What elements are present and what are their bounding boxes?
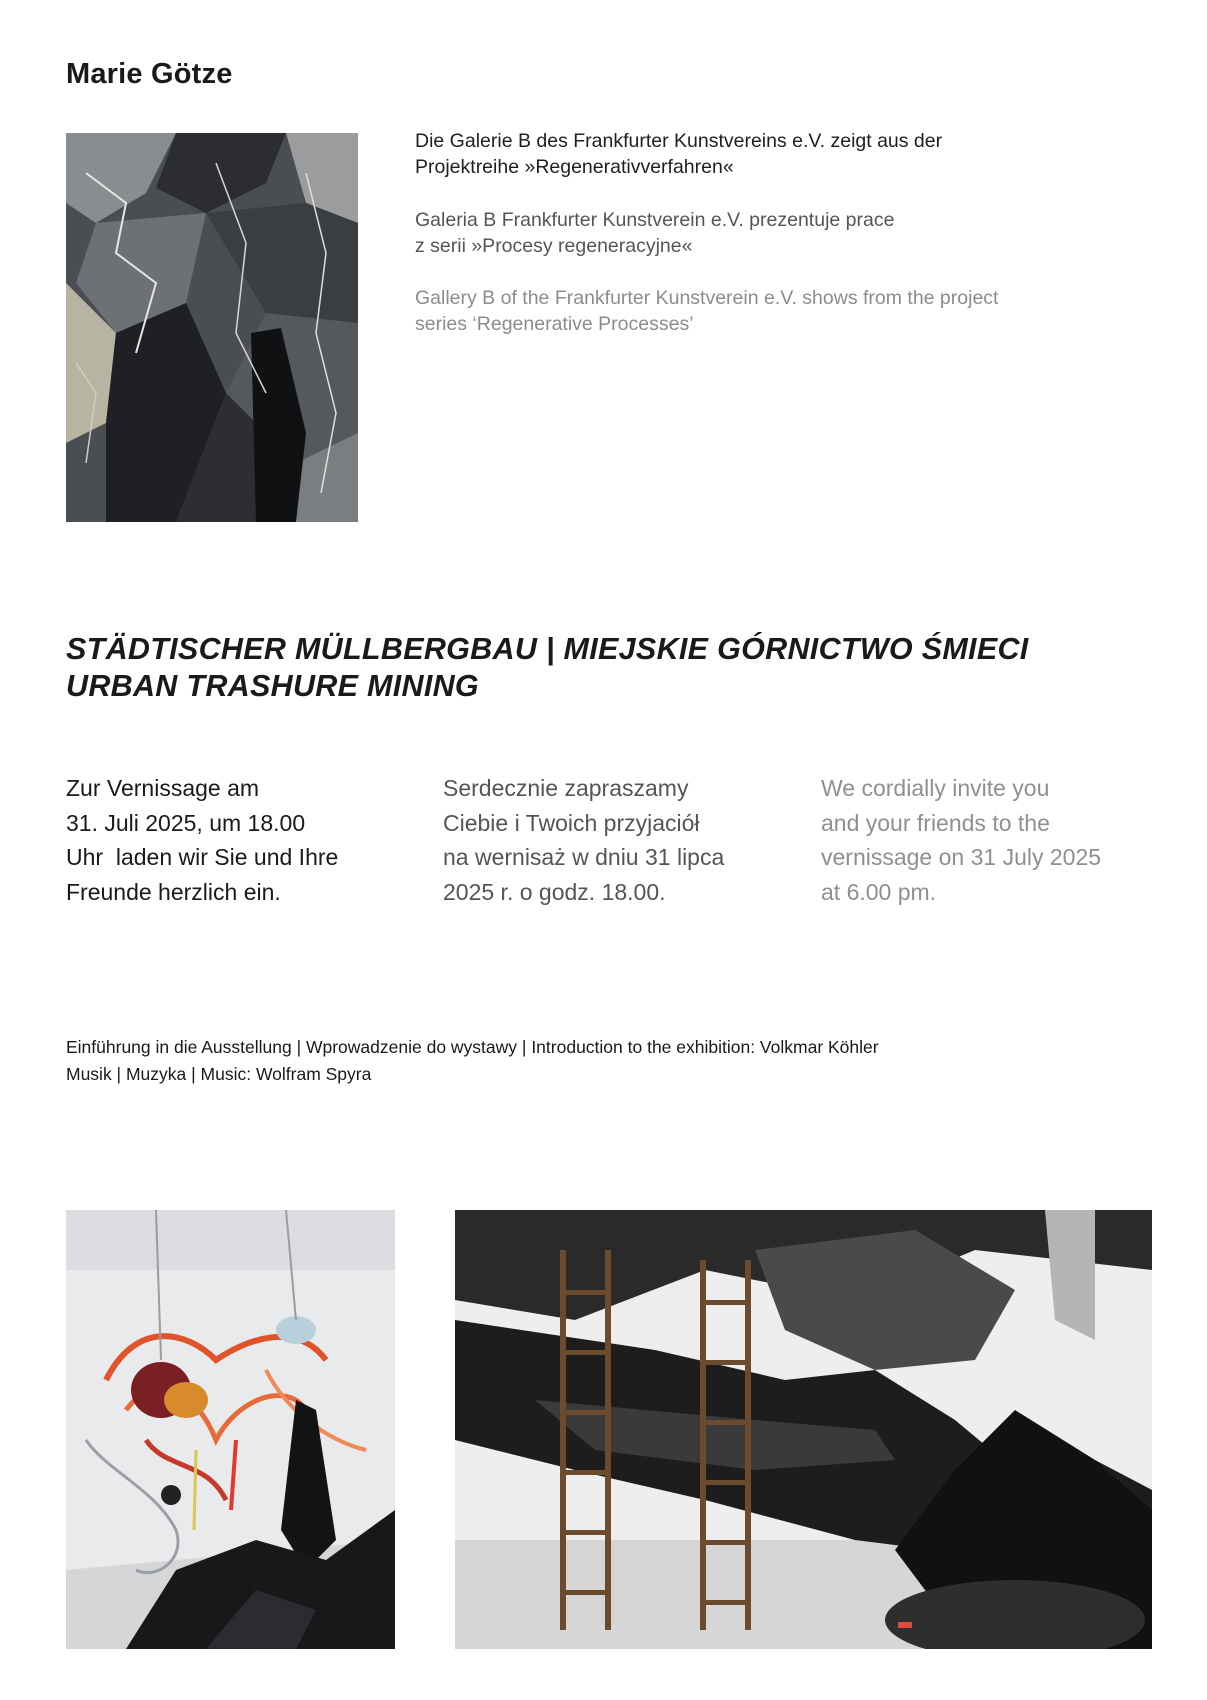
invitation-polish [443, 771, 773, 909]
intro-pl-line: Galeria B Frankfurter Kunstverein e.V. prezentuje prace [415, 209, 895, 231]
title-line: STÄDTISCHER MÜLLBERGBAU | MIEJSKIE GÓRNICTWO ŚMIECI [66, 632, 1029, 666]
invitation-de-line: Freunde herzlich ein. [66, 878, 281, 905]
invitation-de-line: Zur Vernissage am [66, 775, 260, 801]
event-credits [66, 1034, 879, 1088]
artwork-photo-hanging-installation [66, 1210, 395, 1649]
exhibition-title [66, 631, 1166, 705]
invitation-en-line: and your friends to the [821, 809, 1050, 836]
intro-pl-line: z serii »Procesy regeneracyjne« [415, 235, 693, 257]
invitation-de-line: 31. Juli 2025, um 18.00 [66, 809, 306, 836]
title-line: URBAN TRASHURE MINING [66, 669, 479, 703]
intro-text-english [415, 285, 1135, 337]
invitation-en-line: at 6.00 pm. [821, 878, 937, 905]
intro-text-polish [415, 207, 1135, 259]
artwork-photo-ladders-installation [455, 1210, 1152, 1649]
credits-introduction: Einführung in die Ausstellung | Wprowadzenie do wystawy | Introduction to the exhibition: Volkmar Köhler [66, 1037, 879, 1057]
invitation-de-line: Uhr laden wir Sie und Ihre [66, 844, 339, 870]
invitation-en-line: vernissage on 31 July 2025 [821, 844, 1102, 870]
credits-music: Musik | Muzyka | Music: Wolfram Spyra [66, 1064, 372, 1084]
invitation-pl-line: na wernisaż w dniu 31 lipca [443, 844, 725, 870]
artist-name: Marie Götze [66, 58, 233, 90]
invitation-pl-line: 2025 r. o godz. 18.00. [443, 878, 666, 905]
invitation-pl-line: Serdecznie zapraszamy [443, 775, 689, 801]
intro-en-line: Gallery B of the Frankfurter Kunstverein e.V. shows from the project [415, 287, 999, 309]
artwork-photo-crumpled-material [66, 133, 358, 522]
invitation-german [66, 771, 396, 909]
intro-text-german [415, 128, 1135, 180]
intro-en-line: series ‘Regenerative Processes’ [415, 313, 694, 335]
intro-de-line: Die Galerie B des Frankfurter Kunstvereins e.V. zeigt aus der [415, 130, 943, 152]
invitation-en-line: We cordially invite you [821, 775, 1050, 801]
intro-de-line: Projektreihe »Regenerativverfahren« [415, 156, 734, 178]
invitation-pl-line: Ciebie i Twoich przyjaciół [443, 809, 700, 836]
invitation-english [821, 771, 1151, 909]
